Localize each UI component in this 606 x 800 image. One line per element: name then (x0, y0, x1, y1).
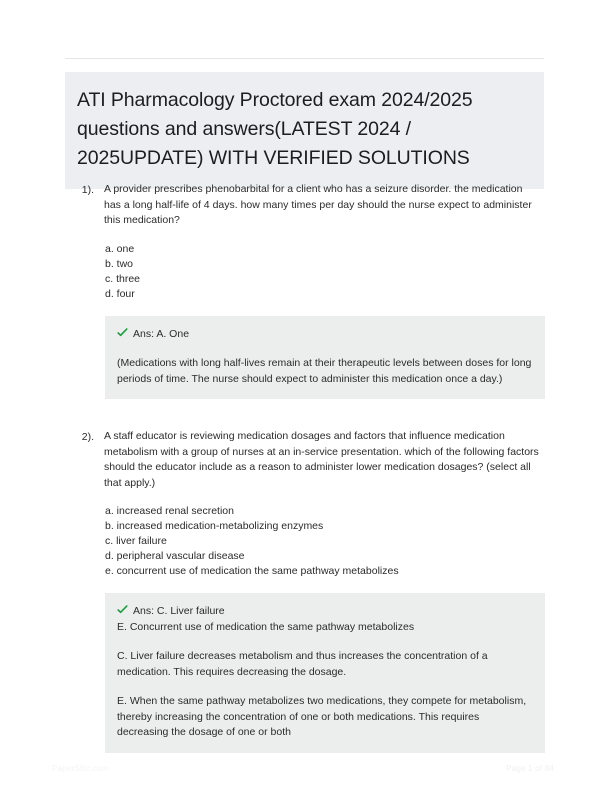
question-block-1 (0, 182, 606, 399)
question-text: A staff educator is reviewing medication dosages and factors that influence medication metabolism with a group of nurses at an in-service presentation. which of the following factors should the educator include as a reason to administer lower medication dosages? (select all that apply.) (104, 430, 539, 489)
answer-heading: Ans: C. Liver failure (133, 605, 225, 617)
question-number: 2). (81, 431, 94, 443)
answer-explanation-2: E. When the same pathway metabolizes two medications, they compete for metabolism, thereby increasing the concentration of one or both medications. This requires decreasing the dosage of one or both (117, 695, 527, 738)
option-a[interactable]: a. one (105, 242, 135, 255)
answer-heading-row (117, 603, 533, 620)
question-spacer (0, 403, 606, 429)
question-block-2 (0, 429, 606, 753)
page-title: ATI Pharmacology Proctored exam 2024/2025 questions and answers(LATEST 2024 / 2025UPDATE) WITH VERIFIED SOLUTIONS (65, 72, 544, 189)
option-c[interactable]: c. liver failure (105, 535, 167, 547)
answer-options-list (105, 504, 544, 579)
answer-explanation-1: C. Liver failure decreases metabolism and thus increases the concentration of a medication. This requires decreasing the dosage. (117, 650, 488, 678)
footer-page-number: Page 1 of 84 (506, 764, 554, 773)
check-icon (117, 327, 128, 338)
option-e[interactable]: e. concurrent use of medication the same pathway metabolizes (105, 565, 399, 577)
option-d[interactable]: d. four (105, 287, 135, 300)
answer-explanation-1: (Medications with long half-lives remain at their therapeutic levels between doses for long periods of time. The nurse should expect to administer this medication once a day.) (117, 357, 532, 385)
check-icon (117, 604, 128, 615)
question-number: 1). (81, 184, 94, 196)
page-footer (0, 764, 606, 778)
answer-heading-row (117, 326, 533, 343)
answer-heading: Ans: A. One (133, 327, 190, 340)
option-c[interactable]: c. three (105, 272, 141, 285)
option-a[interactable]: a. increased renal secretion (105, 505, 234, 517)
question-row (0, 429, 544, 491)
option-d[interactable]: d. peripheral vascular disease (105, 550, 245, 562)
questions-container (0, 182, 606, 757)
header-divider (65, 58, 544, 59)
question-row (0, 182, 544, 229)
answer-box (105, 316, 545, 400)
question-text: A provider prescribes phenobarbital for a client who has a seizure disorder. the medication has a long half-life of 4 days. how many times per day should the nurse expect to administer this medication? (104, 183, 532, 226)
answer-box (105, 593, 545, 753)
option-b[interactable]: b. two (105, 257, 134, 270)
option-b[interactable]: b. increased medication-metabolizing enzymes (105, 520, 324, 532)
answer-options-list (105, 242, 544, 302)
footer-watermark: PaperStlic.com (52, 764, 109, 773)
answer-heading-extra: E. Concurrent use of medication the same pathway metabolizes (117, 620, 415, 633)
